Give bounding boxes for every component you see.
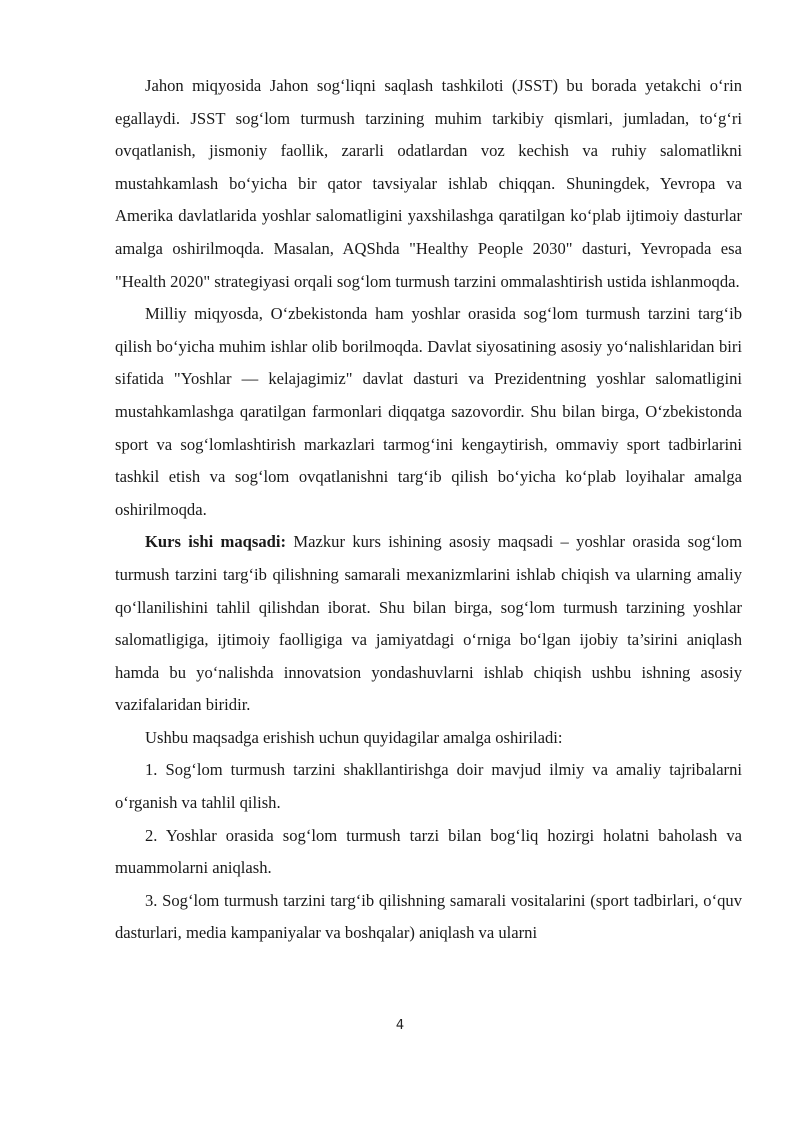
list-item-task-3: 3. Sog‘lom turmush tarzini targ‘ib qilishning samarali vositalarini (sport tadbirlari, o‘quv dasturlari, media kampaniyalar va boshqalar) aniqlash va ularni [115,890,742,943]
paragraph-national: Milliy miqyosda, O‘zbekistonda ham yoshlar orasida sog‘lom turmush tarzini targ‘ib qilish bo‘yicha muhim ishlar olib borilmoqda. Davlat siyosatining asosiy yo‘nalishlaridan biri sifatida "Yoshlar — kelajagimiz" davlat dasturi va Prezidentning yoshlar salomatligini mustahkamlashga qaratilgan farmonlari diqqatga sazovordir. Shu bilan birga, O‘zbekistonda sport va sog‘lomlashtirish markazlari tarmog‘ini kengaytirish, ommaviy sport tadbirlarini tashkil etish va sog‘lom ovqatlanishni targ‘ib qilish bo‘yicha ko‘plab loyihalar amalga oshirilmoqda. [115,304,742,519]
list-item-task-2: 2. Yoshlar orasida sog‘lom turmush tarzi bilan bog‘liq hozirgi holatni baholash va muammolarni aniqlash. [115,825,742,878]
paragraph-international: Jahon miqyosida Jahon sog‘liqni saqlash tashkiloti (JSST) bu borada yetakchi o‘rin egallaydi. JSST sog‘lom turmush tarzining muhim tarkibiy qismlari, jumladan, to‘g‘ri ovqatlanish, jismoniy faollik, zararli odatlardan voz kechish va ruhiy salomatlikni mustahkamlash bo‘yicha bir qator tavsiyalar ishlab chiqqan. Shuningdek, Yevropa va Amerika davlatlarida yoshlar salomatligini yaxshilashga qaratilgan ko‘plab ijtimoiy dasturlar amalga oshirilmoqda. Masalan, AQShda "Healthy People 2030" dasturi, Yevropada esa "Health 2020" strategiyasi orqali sog‘lom turmush tarzini ommalashtirish ustida ishlanmoqda. [115,76,742,291]
list-item-task-1: 1. Sog‘lom turmush tarzini shakllantirishga doir mavjud ilmiy va amaliy tajribalarni o‘rganish va tahlil qilish. [115,760,742,813]
paragraph-tasks-intro: Ushbu maqsadga erishish uchun quyidagilar amalga oshiriladi: [145,727,563,747]
document-page [115,70,742,950]
course-goal-text: Mazkur kurs ishining asosiy maqsadi – yoshlar orasida sog‘lom turmush tarzini targ‘ib qilishning samarali mexanizmlarini ishlab chiqish va ularning amaliy qo‘llanilishini tahlil qilishdan iborat. Shu bilan birga, sog‘lom turmush tarzining yoshlar salomatligiga, ijtimoiy faolligiga va jamiyatdagi o‘rniga bo‘lgan ijobiy ta’sirini aniqlash hamda bu yo‘nalishda innovatsion yondashuvlarni ishlab chiqish ushbu ishning asosiy vazifalaridan biridir. [115,532,743,715]
page-number: 4 [395,1018,405,1033]
paragraph-course-goal [115,526,742,722]
course-goal-lead: Kurs ishi maqsadi: [145,532,287,552]
